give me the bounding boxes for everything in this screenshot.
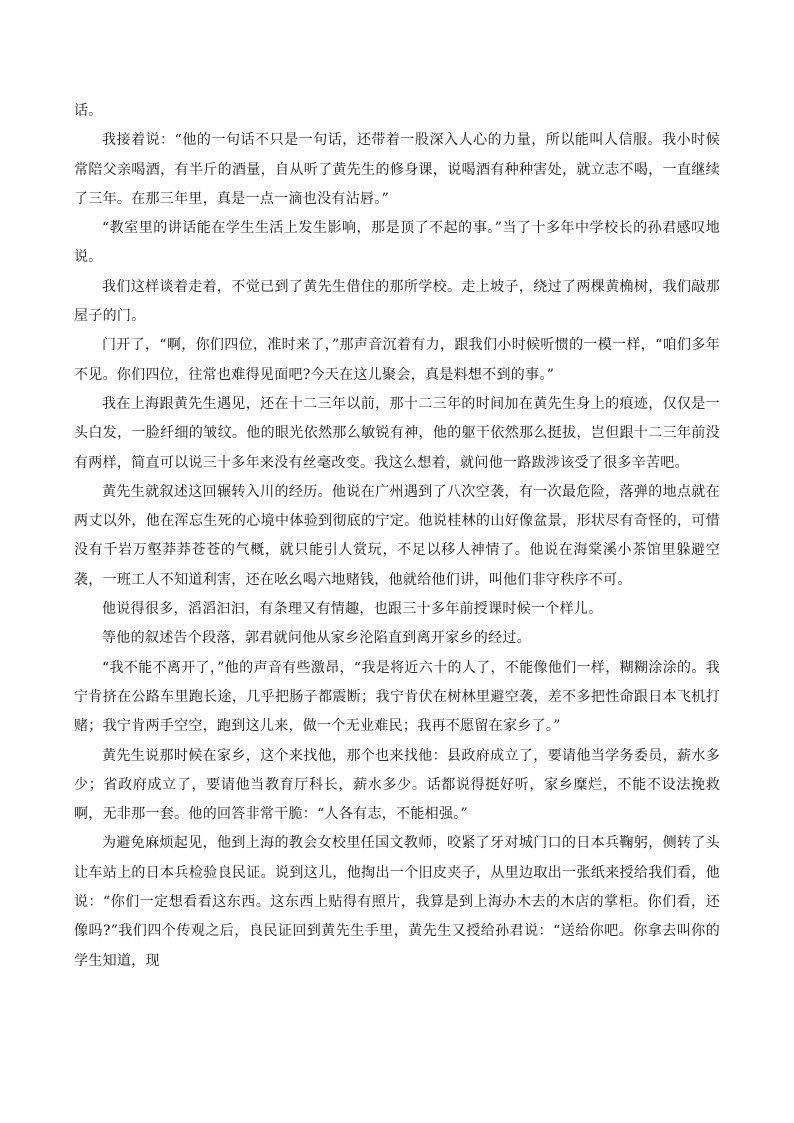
paragraph: 门开了，“啊，你们四位，准时来了，”那声音沉着有力，跟我们小时候听惯的一模一样，“咱们多年不见。你们四位，往常也难得见面吧?今天在这儿聚会，真是料想不到的事。” [74,337,720,383]
paragraph: 他说得很多，滔滔汩汩，有条理又有情趣，也跟三十多年前授课时候一个样儿。 [102,601,603,618]
paragraph: 等他的叙述告个段落，郭君就问他从家乡沦陷直到离开家乡的经过。 [102,630,531,647]
paragraph: 我们这样谈着走着，不觉已到了黄先生借住的那所学校。走上坡子，绕过了两棵黄桷树，我们敲那屋子的门。 [74,278,720,325]
paragraph: 我在上海跟黄先生遇见，还在十二三年以前，那十二三年的时间加在黄先生身上的痕迹，仅仅是一头白发，一脸纤细的皱纹。他的眼光依然那么敏锐有神，他的躯干依然那么挺拔，岂但跟十二三年前没有两样，简直可以说三十多年来没有丝毫改变。我这么想着，就问他一路跋涉该受了很多辛苦吧。 [74,395,720,471]
paragraph: 黄先生说那时候在家乡，这个来找他，那个也来找他：县政府成立了，要请他当学务委员，薪水多少；省政府成立了，要请他当教育厅科长，薪水多少。话都说得挺好听，家乡糜烂，不能不设法挽救啊，无非那一套。他的回答非常干脆：“人各有志，不能相强。” [74,747,720,823]
paragraph-continuation: 话。 [74,103,103,119]
paragraph: “教室里的讲话能在学生生活上发生影响，那是顶了不起的事。”当了十多年中学校长的孙君感叹地说。 [74,220,720,266]
paragraph: “我不能不离开了，”他的声音有些激昂，“我是将近六十的人了，不能像他们一样，糊糊涂涂的。我宁肯挤在公路车里跑长途，几乎把肠子都震断；我宁肯伏在树林里避空袭，差不多把性命跟日本飞机打赌；我宁肯两手空空，跑到这儿来，做一个无业难民；我再不愿留在家乡了。” [74,659,720,735]
document-body [74,97,720,976]
paragraph: 我接着说：“他的一句话不只是一句话，还带着一股深入人心的力量，所以能叫人信服。我小时候常陪父亲喝酒，有半斤的酒量，自从听了黄先生的修身课，说喝酒有种种害处，就立志不喝，一直继续了三年。在那三年里，真是一点一滴也没有沾唇。” [74,132,720,207]
paragraph: 黄先生就叙述这回辗转入川的经历。他说在广州遇到了八次空袭，有一次最危险，落弹的地点就在两丈以外，他在浑忘生死的心境中体验到彻底的宁定。他说桂林的山好像盆景，形状尽有奇怪的，可惜没有千岩万壑莽莽苍苍的气概，就只能引人赏玩，不足以移人神情了。他说在海棠溪小茶馆里躲避空袭，一班工人不知道利害，还在吆幺喝六地赌钱，他就给他们讲，叫他们非守秩序不可。 [74,483,720,588]
paragraph: 为避免麻烦起见，他到上海的教会女校里任国文教师，咬紧了牙对城门口的日本兵鞠躬，侧转了头让车站上的日本兵检验良民证。说到这儿，他掏出一个旧皮夹子，从里边取出一张纸来授给我们看，他说：“你们一定想看看这东西。这东西上贴得有照片，我算是到上海办木去的木店的掌柜。你们看，还像吗?”我们四个传观之后，良民证回到黄先生手里，黄先生又授给孙君说：“送给你吧。你拿去叫你的学生知道，现 [74,835,720,969]
